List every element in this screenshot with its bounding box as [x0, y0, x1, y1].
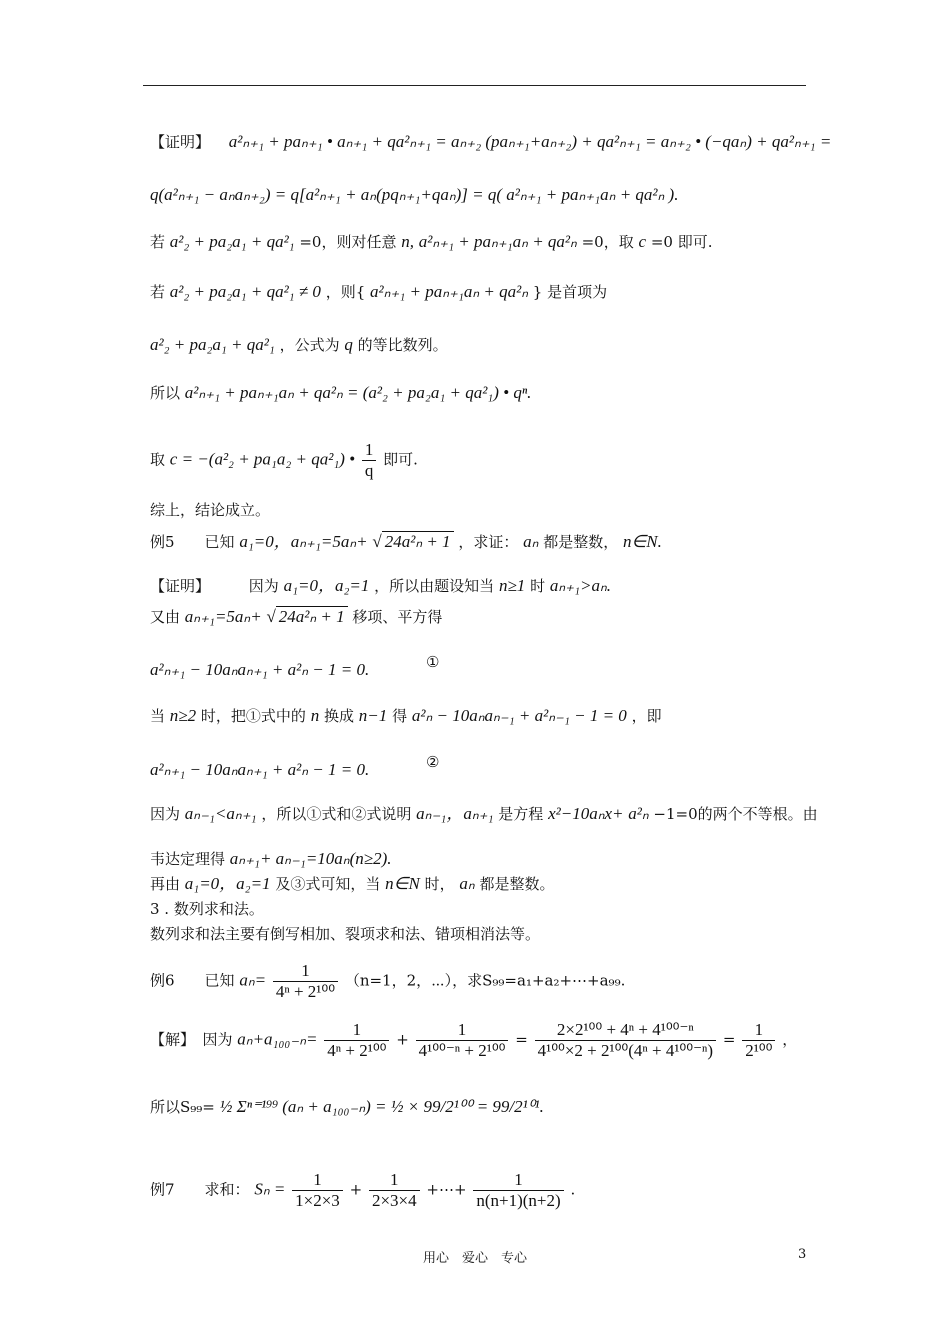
example-label: 例7 求和： — [150, 1180, 250, 1199]
equation-tag-2: ② — [426, 753, 440, 771]
example-label: 例6 已知 — [150, 971, 235, 990]
case-line-2 — [150, 282, 607, 302]
variable: q — [344, 335, 353, 354]
footer-slogan: 用心 爱心 专心 — [422, 1251, 527, 1266]
text: 都是整数， — [543, 533, 619, 551]
formula: ½ Σⁿ⁼¹⁹⁹ (aₙ + a₁₀₀₋ₙ) = ½ × 99/2¹⁰⁰ = 99/2¹⁰¹. — [219, 1097, 544, 1116]
proof-line-1 — [150, 132, 831, 152]
fraction — [416, 1020, 509, 1061]
numerator: 1 — [364, 440, 374, 459]
text: 数列求和法主要有倒写相加、裂项求和法、错项相消法等。 — [150, 925, 541, 943]
text: =0，则对任意 — [299, 233, 397, 251]
operator: = — [722, 1030, 736, 1049]
text: 换成 — [324, 707, 355, 725]
denominator: 4¹⁰⁰⁻ⁿ + 2¹⁰⁰ — [416, 1040, 509, 1061]
formula: a²₂ + pa₂a₁ + qa²₁ ≠ 0 — [169, 282, 321, 301]
formula: c = −(a²₂ + pa₁a₂ + qa²₁) • — [169, 449, 356, 469]
denominator: q — [362, 460, 377, 481]
formula: aₙ₊₁=5aₙ+ — [184, 607, 262, 626]
formula: a²ₙ₊₁ + paₙ₊₁aₙ + qa²ₙ = (a²₂ + pa₂a₁ + qa²₁) • qⁿ. — [184, 383, 532, 402]
text: ，则{ — [325, 283, 366, 301]
fraction — [473, 1170, 563, 1211]
proof-5-line-1 — [150, 576, 611, 596]
numerator: 1 — [514, 1170, 523, 1189]
formula: n−1 — [358, 706, 388, 725]
header-rule — [143, 85, 806, 86]
text: ，求证： — [458, 533, 519, 551]
sqrt: √ 24a²ₙ + 1 — [372, 531, 453, 551]
text: 是方程 — [498, 805, 544, 823]
formula: a²ₙ₊₁ + paₙ₊₁aₙ + qa²ₙ — [370, 282, 529, 301]
proof-label: 【证明】 — [150, 133, 211, 151]
formula: aₙ₋₁，aₙ₊₁ — [416, 804, 494, 823]
text: 所以 — [150, 384, 181, 402]
formula: a²ₙ — [628, 804, 649, 823]
fraction — [273, 961, 338, 1002]
denominator: 4ⁿ + 2¹⁰⁰ — [324, 1040, 389, 1061]
text: } 是首项为 — [532, 283, 608, 301]
text: 所以S₉₉= — [150, 1098, 215, 1116]
denominator: 4ⁿ + 2¹⁰⁰ — [273, 981, 338, 1002]
text: 时，把①式中的 — [200, 707, 306, 725]
vieta-line — [150, 849, 391, 869]
text: 综上，结论成立。 — [150, 501, 271, 519]
example-6-line — [150, 961, 625, 1002]
text: 又由 — [150, 608, 181, 626]
text: . — [570, 1180, 576, 1199]
roots-line — [150, 804, 818, 824]
formula: a²ₙ − 10aₙaₙ₋₁ + a²ₙ₋₁ − 1 = 0 — [411, 706, 627, 725]
formula: n≥2 — [169, 706, 197, 725]
equation-1: a²ₙ₊₁ − 10aₙaₙ₊₁ + a²ₙ − 1 = 0. — [150, 660, 370, 679]
section-intro — [150, 924, 540, 944]
denominator: 4¹⁰⁰×2 + 2¹⁰⁰(4ⁿ + 4¹⁰⁰⁻ⁿ) — [535, 1040, 716, 1061]
formula: a₁=0，a₂=1 — [283, 576, 370, 595]
text: ，所以由题设知当 — [374, 577, 495, 595]
equation-tag-1: ① — [426, 653, 440, 671]
denominator: 2×3×4 — [369, 1190, 420, 1211]
numerator: 1 — [352, 1020, 362, 1039]
solution-6-line — [150, 1020, 797, 1061]
so-line — [150, 383, 531, 403]
formula: n∈N. — [623, 532, 662, 551]
text: =0 即可. — [650, 233, 713, 251]
example-7-line — [150, 1170, 575, 1211]
text: 都是整数。 — [479, 875, 555, 893]
denominator: 2¹⁰⁰ — [742, 1040, 775, 1061]
radicand: 24a²ₙ + 1 — [276, 606, 348, 626]
equation-2: a²ₙ₊₁ − 10aₙaₙ₊₁ + a²ₙ − 1 = 0. — [150, 760, 370, 779]
formula: a²ₙ₊₁ + paₙ₊₁aₙ + qa²ₙ — [418, 232, 577, 251]
denominator: 1×2×3 — [292, 1190, 343, 1211]
equation-1-line — [150, 653, 440, 680]
sum-line — [150, 1097, 544, 1117]
variable: n, — [401, 232, 415, 251]
text: 因为 — [150, 805, 181, 823]
text: 若 — [150, 233, 166, 251]
fraction — [369, 1170, 420, 1211]
formula: n≥1 — [498, 576, 526, 595]
text: =0，取 — [581, 233, 634, 251]
operator: + — [349, 1180, 363, 1199]
text: 的等比数列。 — [357, 336, 448, 354]
example-5-line — [150, 532, 662, 552]
variable: n — [310, 706, 320, 725]
proof-label: 【证明】 — [150, 577, 211, 595]
formula: n∈N — [385, 874, 420, 893]
denominator: n(n+1)(n+2) — [473, 1190, 563, 1211]
sqrt: √ 24a²ₙ + 1 — [266, 606, 347, 626]
case-line-3 — [150, 335, 448, 355]
text: 因为 — [248, 577, 279, 595]
variable: aₙ — [459, 874, 475, 893]
numerator: 1 — [301, 961, 310, 980]
formula: a₁=0，a₂=1 — [184, 874, 271, 893]
fraction — [292, 1170, 343, 1211]
text: 即可. — [383, 450, 418, 469]
text: （n=1，2，⋯），求S₉₉=a₁+a₂+⋯+a₉₉. — [344, 971, 626, 990]
text: ，所以①式和②式说明 — [261, 805, 412, 823]
fraction — [742, 1020, 775, 1061]
fraction-1-over-q — [362, 440, 377, 481]
formula: q(a²ₙ₊₁ − aₙaₙ₊₂) = q[a²ₙ₊₁ + aₙ(pqₙ₊₁+qaₙ)] = q( a²ₙ₊₁ + paₙ₊₁aₙ + qa²ₙ ). — [150, 185, 679, 204]
equation-2-line — [150, 753, 440, 780]
formula: a²₂ + pa₂a₁ + qa²₁ — [150, 335, 275, 354]
example-label: 例5 已知 — [150, 533, 235, 551]
text: 时 — [530, 577, 546, 595]
text: ， — [782, 1030, 798, 1049]
numerator: 1 — [390, 1170, 399, 1189]
proof-line-2 — [150, 185, 678, 205]
formula: aₙ₊₁+ aₙ₋₁=10aₙ(n≥2). — [229, 849, 392, 868]
formula: aₙ= — [239, 970, 267, 990]
substitution-line — [150, 706, 662, 726]
variable: aₙ — [523, 532, 539, 551]
case-line-1 — [150, 232, 712, 252]
text: 移项、平方得 — [352, 608, 443, 626]
numerator: 2×2¹⁰⁰ + 4ⁿ + 4¹⁰⁰⁻ⁿ — [556, 1020, 694, 1039]
formula: aₙ₋₁<aₙ₊₁ — [184, 804, 257, 823]
formula: aₙ₊₁>aₙ. — [549, 576, 612, 595]
solution-label: 【解】 因为 — [150, 1030, 233, 1049]
formula: a²₂ + pa₂a₁ + qa²₁ — [169, 232, 295, 251]
fraction — [324, 1020, 389, 1061]
text: 若 — [150, 283, 166, 301]
text: 时， — [424, 875, 455, 893]
text: −1=0的两个不等根。由 — [653, 805, 818, 823]
formula: aₙ+a₁₀₀₋ₙ= — [237, 1029, 318, 1049]
text: ，公式为 — [279, 336, 340, 354]
text: 再由 — [150, 875, 181, 893]
formula: Sₙ = — [254, 1179, 286, 1199]
formula: a₁=0，aₙ₊₁=5aₙ+ — [239, 532, 368, 551]
proof-5-line-2 — [150, 607, 442, 627]
numerator: 1 — [313, 1170, 322, 1189]
section-heading — [150, 899, 264, 919]
conclusion-line — [150, 500, 270, 520]
text: 及③式可知，当 — [275, 875, 381, 893]
radicand: 24a²ₙ + 1 — [382, 531, 454, 551]
numerator: 1 — [754, 1020, 764, 1039]
operator: + — [396, 1030, 409, 1049]
operator: = — [515, 1030, 528, 1049]
fraction — [535, 1020, 716, 1061]
integer-conclusion-line — [150, 874, 554, 894]
text: ，即 — [631, 707, 662, 725]
variable: c — [638, 232, 647, 251]
page-number: 3 — [798, 1247, 807, 1262]
take-c-line — [150, 440, 418, 481]
text: 得 — [392, 707, 408, 725]
text: 当 — [150, 707, 166, 725]
text: 韦达定理得 — [150, 850, 226, 868]
text: 取 — [150, 450, 166, 469]
numerator: 1 — [457, 1020, 467, 1039]
section-title: 3 . 数列求和法。 — [150, 900, 264, 918]
operator: +⋯+ — [426, 1180, 467, 1199]
formula: a²ₙ₊₁ + paₙ₊₁ • aₙ₊₁ + qa²ₙ₊₁ = aₙ₊₂ (paₙ₊₁+aₙ₊₂) + qa²ₙ₊₁ = aₙ₊₂ • (−qaₙ) + qa²ₙ₊₁ = — [228, 132, 832, 151]
formula: x²−10aₙx+ — [548, 804, 624, 823]
